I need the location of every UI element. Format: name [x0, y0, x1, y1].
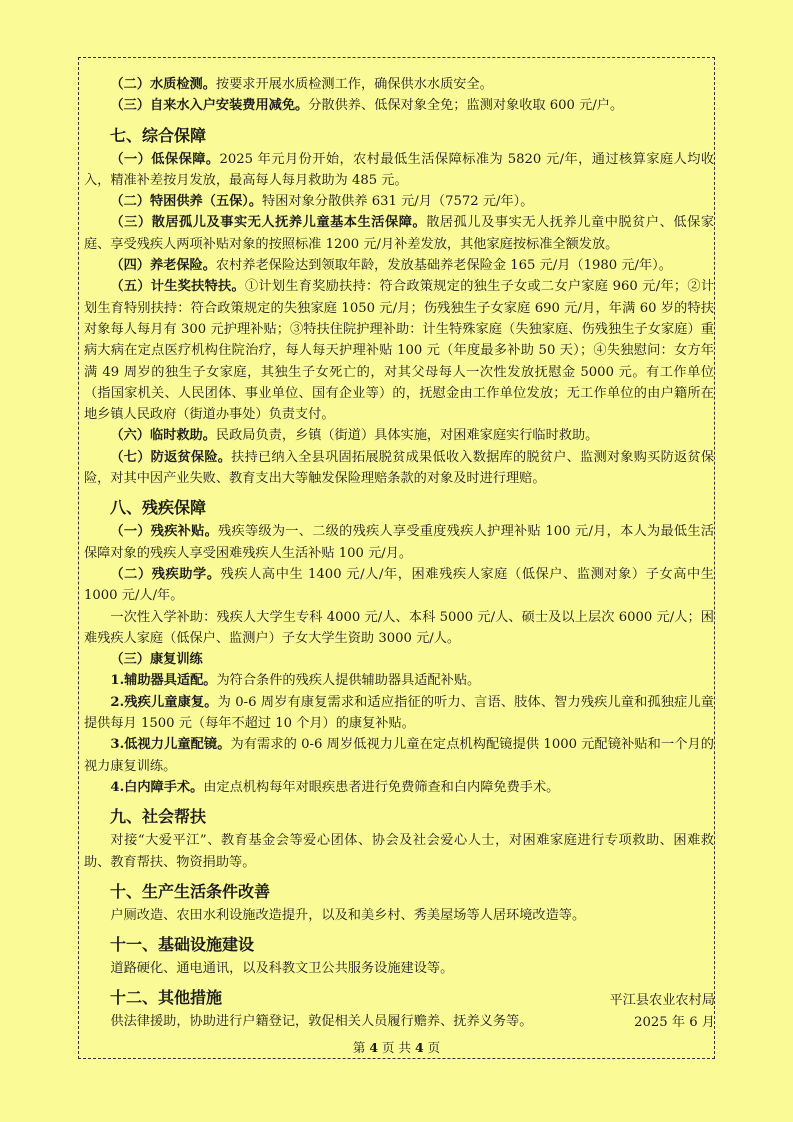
paragraph: （二）残疾助学。残疾人高中生 1400 元/人/年，困难残疾人家庭（低保户、监测对象）子女高中生 1000 元/人/年。 [84, 566, 714, 604]
section-heading: 八、残疾保障 [110, 498, 207, 518]
list-item: 2.残疾儿童康复。为 0-6 周岁有康复需求和适应指征的听力、言语、肢体、智力残疾儿童和孤独症儿童提供每月 1500 元（每年不超过 10 个月）的康复补贴。 [84, 694, 714, 732]
paragraph: （一）残疾补贴。残疾等级为一、二级的残疾人享受重度残疾人护理补贴 100 元/月，本人为最低生活保障对象的残疾人享受困难残疾人生活补贴 100 元/月。 [84, 524, 715, 561]
subheading: （三）康复训练 [110, 652, 203, 668]
list-item: 4.白内障手术。由定点机构每年对眼疾患者进行免费筛查和白内障免费手术。 [110, 779, 560, 795]
paragraph: （二）特困供养（五保）。特困对象分散供养 631 元/月（7572 元/年）。 [110, 194, 534, 210]
paragraph: 供法律援助，协助进行户籍登记，敦促相关人员履行赡养、抚养义务等。 [110, 1014, 533, 1030]
section-heading: 十二、其他措施 [110, 988, 223, 1008]
paragraph: 对接“大爱平江”、教育基金会等爱心团体、协会及社会爱心人士，对困难家庭进行专项救助、困难救助、教育帮扶、物资捐助等。 [84, 833, 714, 870]
document-body [84, 74, 714, 1033]
page-total: 4 [414, 1040, 424, 1055]
paragraph: 一次性入学补助：残疾人大学生专科 4000 元/人、本科 5000 元/人、硕士及以上层次 6000 元/人；困难残疾人家庭（低保户、监测户）子女大学生资助 3000 元/人。 [84, 609, 714, 646]
list-item: 1.辅助器具适配。为符合条件的残疾人提供辅助器具适配补贴。 [110, 673, 481, 689]
paragraph: 道路硬化、通电通讯，以及科教文卫公共服务设施建设等。 [110, 961, 454, 977]
paragraph: （三）散居孤儿及事实无人抚养儿童基本生活保障。散居孤儿及事实无人抚养儿童中脱贫户、低保家庭、享受残疾人两项补贴对象的按照标准 1200 元/月补差发放，其他家庭按标准全额发放。 [84, 215, 715, 252]
paragraph: （一）低保保障。2025 年元月份开始，农村最低生活保障标准为 5820 元/年，通过核算家庭人均收入，精准补差按月发放，最高每人每月救助为 485 元。 [84, 151, 715, 188]
list-item: 3.低视力儿童配镜。为有需求的 0-6 周岁低视力儿童在定点机构配镜提供 1000 元配镜补贴和一个月的视力康复训练。 [84, 737, 714, 774]
signature-date: 2025 年 6 月 [634, 1015, 715, 1030]
paragraph: （五）计生奖扶特扶。①计划生育奖励扶持：符合政策规定的独生子女或二女户家庭 960 元/年；②计划生育特别扶持：符合政策规定的失独家庭 1050 元/月；伤残独生子女家庭 690 元/月，年满 60 岁的特扶对象每人每月有 300 元护理补贴；③特扶住院护理补助：计生特殊家庭（失独家庭、伤残独生子女家庭）重病大病在定点医疗机构住院治疗，每人每天护理补贴 100 元（年度最多补助 50 天）；④失独慰问：女方年满 49 周岁的独生子女家庭，其独生子女死亡的，对其父母每人一次性发放抚慰金 5000 元。有工作单位（指国家机关、人民团体、事业单位、国有企业等）的，抚慰金由工作单位发放；无工作单位的由户籍所在地乡镇人民政府（街道办事处）负责支付。 [84, 279, 714, 423]
page-footer: 第 4 页 共 4 页 [352, 1040, 441, 1055]
paragraph: （二）水质检测。按要求开展水质检测工作，确保供水水质安全。 [110, 77, 493, 92]
section-heading: 十、生产生活条件改善 [110, 881, 271, 901]
section-heading: 七、综合保障 [110, 125, 207, 145]
page-number: 4 [369, 1040, 379, 1055]
signature-org: 平江县农业农村局 [609, 993, 715, 1008]
paragraph: 户厕改造、农田水利设施改造提升，以及和美乡村、秀美屋场等人居环境改造等。 [110, 907, 586, 923]
paragraph: （六）临时救助。民政局负责，乡镇（街道）具体实施，对困难家庭实行临时救助。 [110, 428, 599, 444]
paragraph: （三）自来水入户安装费用减免。分散供养、低保对象全免；监测对象收取 600 元/户。 [110, 98, 624, 114]
section-heading: 十一、基础设施建设 [110, 935, 255, 955]
paragraph: （四）养老保险。农村养老保险达到领取年龄，发放基础养老保险金 165 元/月（1980 元/年）。 [110, 258, 672, 274]
section-heading: 九、社会帮扶 [110, 807, 207, 827]
paragraph: （七）防返贫保险。扶持已纳入全县巩固拓展脱贫成果低收入数据库的脱贫户、监测对象购买防返贫保险，对其中因产业失败、教育支出大等触发保险理赔条款的对象及时进行理赔。 [84, 449, 715, 487]
